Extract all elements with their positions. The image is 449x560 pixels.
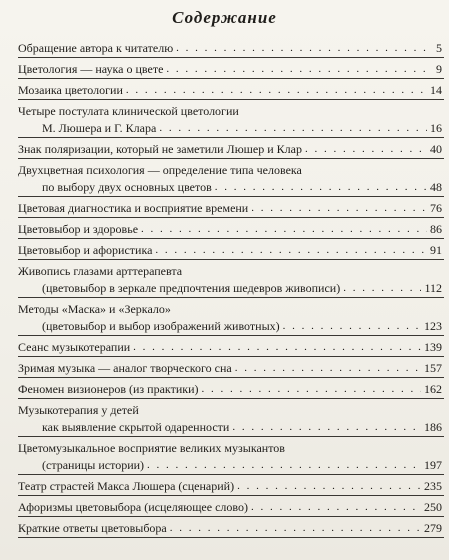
dot-leader (176, 40, 433, 57)
toc-entry (18, 301, 444, 336)
dot-leader (155, 242, 427, 259)
dot-leader (251, 200, 427, 217)
toc-page-number: 186 (424, 420, 442, 434)
toc-entry (18, 478, 444, 496)
toc-entry-line (18, 360, 444, 377)
dot-leader (126, 82, 427, 99)
toc-entry (18, 141, 444, 159)
toc-entry-text: Двухцветная психология — определение типа человека (18, 163, 302, 177)
dot-leader (237, 478, 421, 495)
toc-page-number: 123 (424, 319, 442, 333)
toc-entry-text: Зримая музыка — аналог творческого сна (18, 361, 232, 375)
toc-page-number: 162 (424, 382, 442, 396)
dot-leader (232, 419, 421, 436)
toc-entry-line (18, 457, 444, 474)
toc-entry-line (18, 499, 444, 516)
toc-entry-text: по выбору двух основных цветов (42, 180, 212, 194)
toc-entry-text: Театр страстей Макса Люшера (сценарий) (18, 479, 235, 493)
toc-entry-line (18, 40, 444, 57)
toc-page-number: 9 (436, 62, 442, 76)
toc-entry (18, 82, 444, 100)
toc-page-number: 86 (430, 222, 442, 236)
toc-entry-text: Методы «Маска» и «Зеркало» (18, 302, 171, 316)
toc-page-number: 139 (424, 340, 442, 354)
dot-leader (235, 360, 421, 377)
toc-entry-line (18, 263, 444, 280)
toc-entry-text: Афоризмы цветовыбора (исцеляющее слово) (18, 500, 248, 514)
toc-entry (18, 40, 444, 58)
dot-leader (343, 280, 421, 297)
dot-leader (159, 120, 427, 137)
toc-entry-text: Музыкотерапия у детей (18, 403, 139, 417)
dot-leader (202, 381, 422, 398)
toc-page-number: 16 (430, 121, 442, 135)
toc-entry-line (18, 200, 444, 217)
dot-leader (147, 457, 421, 474)
toc-page-number: 112 (424, 281, 442, 295)
dot-leader (305, 141, 427, 158)
toc-page-number: 14 (430, 83, 442, 97)
toc-entry-line (18, 82, 444, 99)
toc-entry-text: (цветовыбор и выбор изображений животных) (42, 319, 280, 333)
toc-entry-line (18, 162, 444, 179)
toc-page-number: 48 (430, 180, 442, 194)
toc-page-number: 91 (430, 243, 442, 257)
toc-entry-text: Четыре постулата клинической цветологии (18, 104, 239, 118)
toc-entry (18, 221, 444, 239)
toc-entry-text: Феномен визионеров (из практики) (18, 382, 199, 396)
toc-entry-text: Мозаика цветологии (18, 83, 123, 97)
toc-entry (18, 440, 444, 475)
dot-leader (283, 318, 421, 335)
toc-page-number: 250 (424, 500, 442, 514)
toc-entry-line (18, 141, 444, 158)
toc-entry-line (18, 179, 444, 196)
toc-entry-line (18, 242, 444, 259)
toc-entry-text: Цветовая диагностика и восприятие времени (18, 201, 249, 215)
toc-entry-line (18, 280, 444, 297)
toc-entry-line (18, 440, 444, 457)
toc-entry-line (18, 419, 444, 436)
toc-page-number: 197 (424, 458, 442, 472)
dot-leader (215, 179, 427, 196)
toc-entry-line (18, 301, 444, 318)
dot-leader (133, 339, 421, 356)
toc-entry-line (18, 520, 444, 537)
toc-entry (18, 263, 444, 298)
toc-entry (18, 200, 444, 218)
toc-entry-line (18, 61, 444, 78)
toc-entry (18, 499, 444, 517)
toc-entry-line (18, 381, 444, 398)
toc-entry-line (18, 402, 444, 419)
toc-page-number: 279 (424, 521, 442, 535)
toc-entry-text: Живопись глазами арттерапевта (18, 264, 183, 278)
toc-entry (18, 162, 444, 197)
toc-entry-text: (цветовыбор в зеркале предпочтения шедевров живописи) (42, 281, 341, 295)
toc-entry-text: Обращение автора к читателю (18, 41, 174, 55)
toc-entry-text: Цветовыбор и афористика (18, 243, 153, 257)
toc-entry (18, 339, 444, 357)
toc-page-number: 40 (430, 142, 442, 156)
toc-entry-text: Сеанс музыкотерапии (18, 340, 131, 354)
toc-page-number: 76 (430, 201, 442, 215)
toc-page-number: 157 (424, 361, 442, 375)
toc-page-number: 235 (424, 479, 442, 493)
toc-entry (18, 381, 444, 399)
toc-entry (18, 520, 444, 538)
dot-leader (166, 61, 433, 78)
toc-entry-line (18, 221, 444, 238)
dot-leader (141, 221, 427, 238)
toc-entry (18, 360, 444, 378)
table-of-contents (18, 40, 444, 541)
toc-entry (18, 103, 444, 138)
toc-entry-text: Знак поляризации, который не заметили Люшер и Клар (18, 142, 302, 156)
toc-entry-text: как выявление скрытой одаренности (42, 420, 230, 434)
toc-entry-line (18, 318, 444, 335)
toc-entry-line (18, 478, 444, 495)
page-title: Содержание (172, 8, 277, 27)
toc-entry-text: М. Люшера и Г. Клара (42, 121, 157, 135)
toc-entry-text: (страницы истории) (42, 458, 145, 472)
dot-leader (251, 499, 421, 516)
toc-entry-text: Цветология — наука о цвете (18, 62, 164, 76)
toc-entry-line (18, 120, 444, 137)
toc-entry (18, 61, 444, 79)
toc-entry-text: Цветомузыкальное восприятие великих музыкантов (18, 441, 285, 455)
toc-entry-line (18, 339, 444, 356)
toc-entry (18, 402, 444, 437)
toc-page-number: 5 (436, 41, 442, 55)
toc-entry (18, 242, 444, 260)
toc-entry-line (18, 103, 444, 120)
toc-entry-text: Краткие ответы цветовыбора (18, 521, 167, 535)
toc-entry-text: Цветовыбор и здоровье (18, 222, 139, 236)
dot-leader (170, 520, 421, 537)
